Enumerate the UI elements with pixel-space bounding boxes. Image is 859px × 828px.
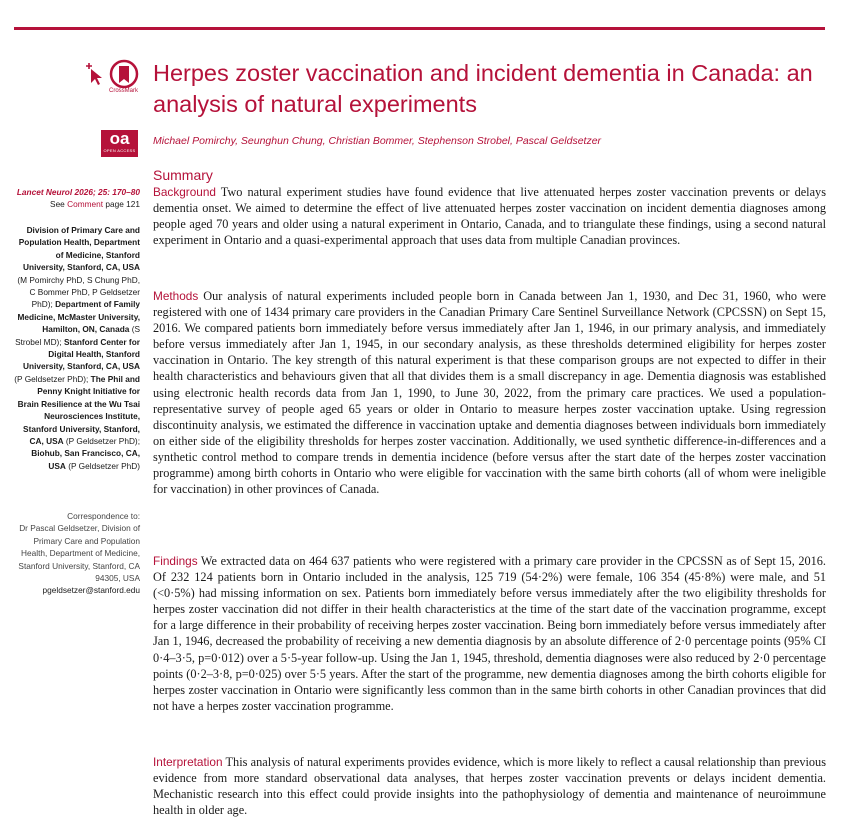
article-title: Herpes zoster vaccination and incident dementia in Canada: an analysis of natural experiments (153, 60, 813, 117)
correspondence-email[interactable]: pgeldsetzer@stanford.edu (42, 585, 140, 596)
methods-label: Methods (153, 289, 199, 303)
affiliation-3: Stanford Center for Digital Health, Stanford University, Stanford, CA, USA (23, 336, 140, 372)
open-access-badge (101, 130, 138, 157)
findings-label: Findings (153, 554, 198, 568)
findings-section (153, 553, 826, 714)
crossmark-badge[interactable] (82, 54, 140, 98)
see-comment (14, 198, 140, 210)
correspondence-address: Dr Pascal Geldsetzer, Division of Primary Care and Population Health, Department of Medicine, Stanford University, Stanford, CA 94305, USA (18, 523, 140, 584)
methods-text: Our analysis of natural experiments included people born in Canada between Jan 1, 1930, and Dec 31, 1960, who were registered with one of 1434 primary care providers in the Canadian Primary Care Sentinel Surveillance Network (CPCSSN) on Sept 15, 2016. We compared patients born immediately before versus immediately after Jan 1, 1946, in our primary analysis, and immediately before versus immediately after Jan 1, 1945, in our secondary analysis, as these thresholds determined eligibility for herpes zoster vaccination in Ontario. The key strength of this natural experiment is that these comparison groups are not expected to differ in their health characteristics and behaviours given that all that divides them is a small discrepancy in age. Dementia diagnosis was established using electronic health records data from Jan 1, 1990, to June 30, 2022, from the primary care practices. We used a population-representative survey of people aged 65 years or older in Ontario to measure herpes zoster vaccination uptake. Using regression discontinuity analysis, we estimated the difference in vaccination uptake and dementia diagnoses between individuals born immediately on either side of the eligibility thresholds for herpes zoster vaccination. Additionally, we used synthetic difference-in-differences and a synthetic control method to compare trends in dementia incidence (before versus after the start date of the herpes zoster vaccination programme) among birth cohorts in Ontario who were eligible for vaccination with the same birth cohorts (all of whom were ineligible for vaccination) in other provinces of Canada. (153, 289, 826, 497)
background-text: Two natural experiment studies have found evidence that live attenuated herpes zoster vaccination prevents or delays dementia onset. We aimed to determine the effect of live attenuated herpes zoster vaccination on incident dementia diagnoses among people aged 70 years and older using a natural experiment in Ontario, Canada, and to triangulate these findings, using a second natural experiment in Ontario and a quasi-experimental approach that uses data from multiple Canadian provinces. (153, 185, 826, 248)
oa-subtext: OPEN ACCESS (103, 148, 136, 153)
affiliation-2: Department of Family Medicine, McMaster University, Hamilton, ON, Canada (17, 299, 140, 335)
correspondence-label: Correspondence to: (67, 511, 140, 521)
affiliation-5: Biohub, San Francisco, CA, USA (31, 448, 140, 471)
oa-logo-text: oa (109, 129, 130, 148)
top-rule (14, 27, 825, 30)
citation-block (14, 186, 140, 211)
interpretation-section (153, 754, 826, 818)
affiliation-1-people: (M Pomirchy PhD, S Chung PhD, C Bommer PhD, P Geldsetzer PhD); (17, 274, 140, 310)
see-comment-suffix: page 121 (103, 199, 140, 210)
summary-heading: Summary (153, 167, 213, 183)
interpretation-text: This analysis of natural experiments provides evidence, which is more likely to reflect a causal relationship than previous evidence from more standard observational data analyses, that herpes zoster vaccination prevents or delays incident dementia. Mechanistic research into this effect could provide insights into the pathophysiology of dementia and maintenance of neuroimmune health in older age. (153, 755, 826, 818)
affiliation-4-people: (P Geldsetzer PhD); (63, 435, 140, 446)
affiliation-4: The Phil and Penny Knight Initiative for Brain Resilience at the Wu Tsai Neurosciences Institute, Stanford University, Stanford, CA, USA (17, 373, 140, 446)
background-label: Background (153, 185, 216, 199)
affiliation-1: Division of Primary Care and Population Health, Department of Medicine, Stanford University, Stanford, CA, USA (18, 225, 140, 273)
crossmark-label: CrossMark (109, 88, 139, 94)
affiliations (14, 224, 140, 472)
author-list: Michael Pomirchy, Seunghun Chung, Christian Bommer, Stephenson Strobel, Pascal Geldsetzer (153, 135, 602, 147)
see-comment-prefix: See (50, 199, 68, 210)
correspondence (14, 510, 140, 597)
affiliation-3-people: (P Geldsetzer PhD); (14, 373, 91, 384)
background-section (153, 184, 826, 248)
journal-citation: Lancet Neurol 2026; 25: 170–80 (16, 187, 140, 197)
affiliation-2-people: (S Strobel MD); (15, 324, 140, 347)
interpretation-label: Interpretation (153, 755, 223, 769)
findings-text: We extracted data on 464 637 patients who were registered with a primary care provider in the CPCSSN as of Sept 15, 2016. Of 232 124 patients born in Ontario included in the analysis, 125 719 (54·2%) were female, 106 354 (45·8%) were male, and 51 (<0·5%) had missing information on sex. Patients born immediately before versus immediately after the two eligibility thresholds for herpes zoster vaccination did not differ in their health characteristics at the time of the start date of the vaccination programme, except for a large difference in their probability of receiving herpes zoster vaccination. Being born immediately before versus immediately after Jan 1, 1946, decreased the probability of receiving a new dementia diagnosis by an absolute difference of 2·0 percentage points (95% CI 0·4–3·5, p=0·012) over a 5·5-year follow-up. Using the Jan 1, 1945, threshold, dementia diagnoses were also reduced by 2·0 percentage points (0·2–3·8, p=0·025) over 5·5 years. After the start of the programme, new dementia diagnoses among the birth cohorts eligible for herpes zoster vaccination in Ontario were significantly less common than in the same birth cohorts in other Canadian provinces that did not have a herpes zoster vaccination programme. (153, 554, 826, 713)
affiliation-5-people: (P Geldsetzer PhD) (65, 460, 140, 471)
comment-link[interactable]: Comment (67, 199, 104, 210)
methods-section (153, 288, 826, 497)
